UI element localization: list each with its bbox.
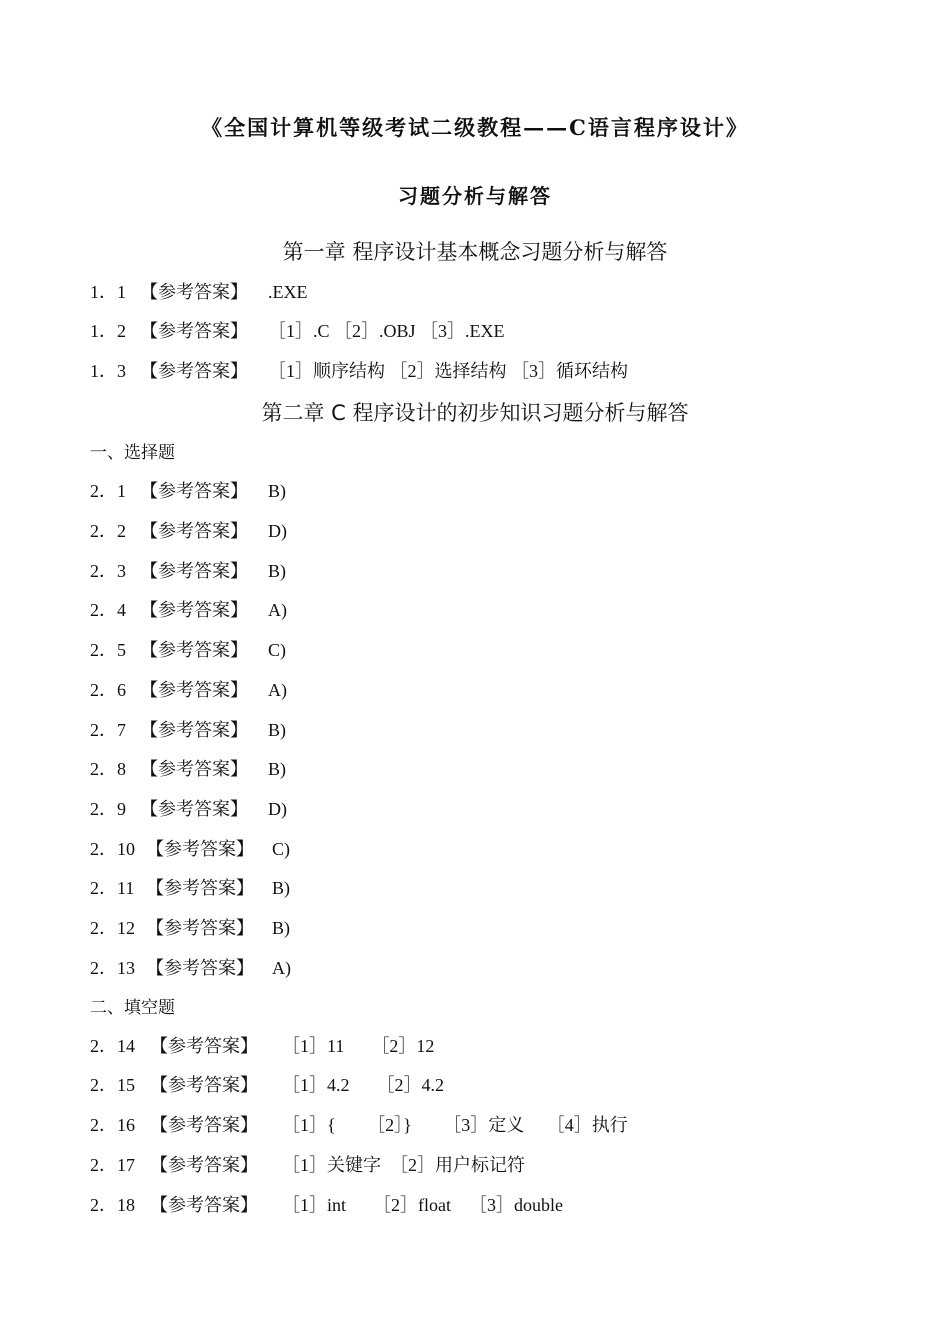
- answer-tag: 【参考答案】: [146, 958, 254, 978]
- answer-text: ［1］.C ［2］.OBJ ［3］.EXE: [268, 321, 505, 341]
- item-number: 2．7: [90, 720, 126, 740]
- item-number: 2．5: [90, 640, 126, 660]
- answer-text: ［1］{ ［2］} ［3］定义 ［4］执行: [282, 1115, 628, 1135]
- answer-text: A): [268, 680, 287, 700]
- answer-tag: 【参考答案】: [140, 759, 248, 779]
- answer-line: [90, 956, 910, 980]
- answer-text: .EXE: [268, 282, 308, 302]
- answer-line: [90, 598, 910, 622]
- answer-tag: 【参考答案】: [146, 878, 254, 898]
- answer-tag: 【参考答案】: [140, 720, 248, 740]
- section-heading-fill: 二、填空题: [90, 998, 175, 1018]
- item-number: 2．8: [90, 759, 126, 779]
- answer-line: [90, 1034, 910, 1058]
- item-number: 2．14: [90, 1036, 135, 1056]
- answer-tag: 【参考答案】: [140, 799, 248, 819]
- answer-text: C): [268, 640, 286, 660]
- item-number: 2．2: [90, 521, 126, 541]
- answer-tag: 【参考答案】: [140, 481, 248, 501]
- answer-text: A): [272, 958, 291, 978]
- answer-text: B): [272, 878, 290, 898]
- answer-line: [90, 876, 910, 900]
- item-number: 2．6: [90, 680, 126, 700]
- item-number: 2．16: [90, 1115, 135, 1135]
- answer-text: ［1］顺序结构 ［2］选择结构 ［3］循环结构: [268, 361, 628, 381]
- item-number: 2．9: [90, 799, 126, 819]
- item-number: 2．4: [90, 600, 126, 620]
- answer-tag: 【参考答案】: [150, 1195, 258, 1215]
- item-number: 2．17: [90, 1155, 135, 1175]
- answer-tag: 【参考答案】: [146, 918, 254, 938]
- answer-tag: 【参考答案】: [150, 1115, 258, 1135]
- answer-line: [90, 319, 910, 343]
- answer-text: B): [268, 561, 286, 581]
- answer-tag: 【参考答案】: [146, 839, 254, 859]
- answer-text: C): [272, 839, 290, 859]
- document-subtitle: 习题分析与解答: [398, 184, 552, 208]
- chapter-1-heading: 第一章 程序设计基本概念习题分析与解答: [282, 240, 668, 264]
- answer-line: [90, 757, 910, 781]
- answer-line: [90, 1193, 910, 1217]
- answer-line: [90, 359, 910, 383]
- answer-text: B): [268, 720, 286, 740]
- answer-line: [90, 479, 910, 503]
- answer-tag: 【参考答案】: [140, 600, 248, 620]
- answer-line: [90, 559, 910, 583]
- answer-tag: 【参考答案】: [150, 1075, 258, 1095]
- answer-tag: 【参考答案】: [150, 1036, 258, 1056]
- answer-text: D): [268, 799, 287, 819]
- item-number: 2．15: [90, 1075, 135, 1095]
- answer-line: [90, 280, 910, 304]
- answer-text: ［1］11 ［2］12: [282, 1036, 435, 1056]
- item-number: 2．1: [90, 481, 126, 501]
- answer-tag: 【参考答案】: [140, 680, 248, 700]
- answer-line: [90, 1113, 910, 1137]
- answer-line: [90, 1073, 910, 1097]
- chapter-2-heading: 第二章 C 程序设计的初步知识习题分析与解答: [261, 401, 689, 425]
- answer-tag: 【参考答案】: [140, 640, 248, 660]
- answer-line: [90, 718, 910, 742]
- answer-tag: 【参考答案】: [150, 1155, 258, 1175]
- answer-text: ［1］int ［2］float ［3］double: [282, 1195, 563, 1215]
- document-title: 《全国计算机等级考试二级教程——C语言程序设计》: [201, 115, 749, 140]
- item-number: 1．2: [90, 321, 126, 341]
- answer-text: D): [268, 521, 287, 541]
- item-number: 2．11: [90, 878, 135, 898]
- answer-text: B): [268, 759, 286, 779]
- answer-tag: 【参考答案】: [140, 561, 248, 581]
- answer-tag: 【参考答案】: [140, 282, 248, 302]
- answer-text: B): [272, 918, 290, 938]
- answer-text: ［1］关键字 ［2］用户标记符: [282, 1155, 525, 1175]
- answer-line: [90, 678, 910, 702]
- item-number: 1．1: [90, 282, 126, 302]
- answer-line: [90, 916, 910, 940]
- answer-text: B): [268, 481, 286, 501]
- answer-line: [90, 837, 910, 861]
- answer-line: [90, 638, 910, 662]
- answer-line: [90, 797, 910, 821]
- answer-tag: 【参考答案】: [140, 361, 248, 381]
- answer-line: [90, 519, 910, 543]
- answer-text: ［1］4.2 ［2］4.2: [282, 1075, 444, 1095]
- answer-text: A): [268, 600, 287, 620]
- answer-tag: 【参考答案】: [140, 321, 248, 341]
- answer-line: [90, 1153, 910, 1177]
- section-heading-choice: 一、选择题: [90, 443, 175, 463]
- item-number: 2．13: [90, 958, 135, 978]
- item-number: 2．10: [90, 839, 135, 859]
- item-number: 1．3: [90, 361, 126, 381]
- item-number: 2．12: [90, 918, 135, 938]
- item-number: 2．3: [90, 561, 126, 581]
- item-number: 2．18: [90, 1195, 135, 1215]
- answer-tag: 【参考答案】: [140, 521, 248, 541]
